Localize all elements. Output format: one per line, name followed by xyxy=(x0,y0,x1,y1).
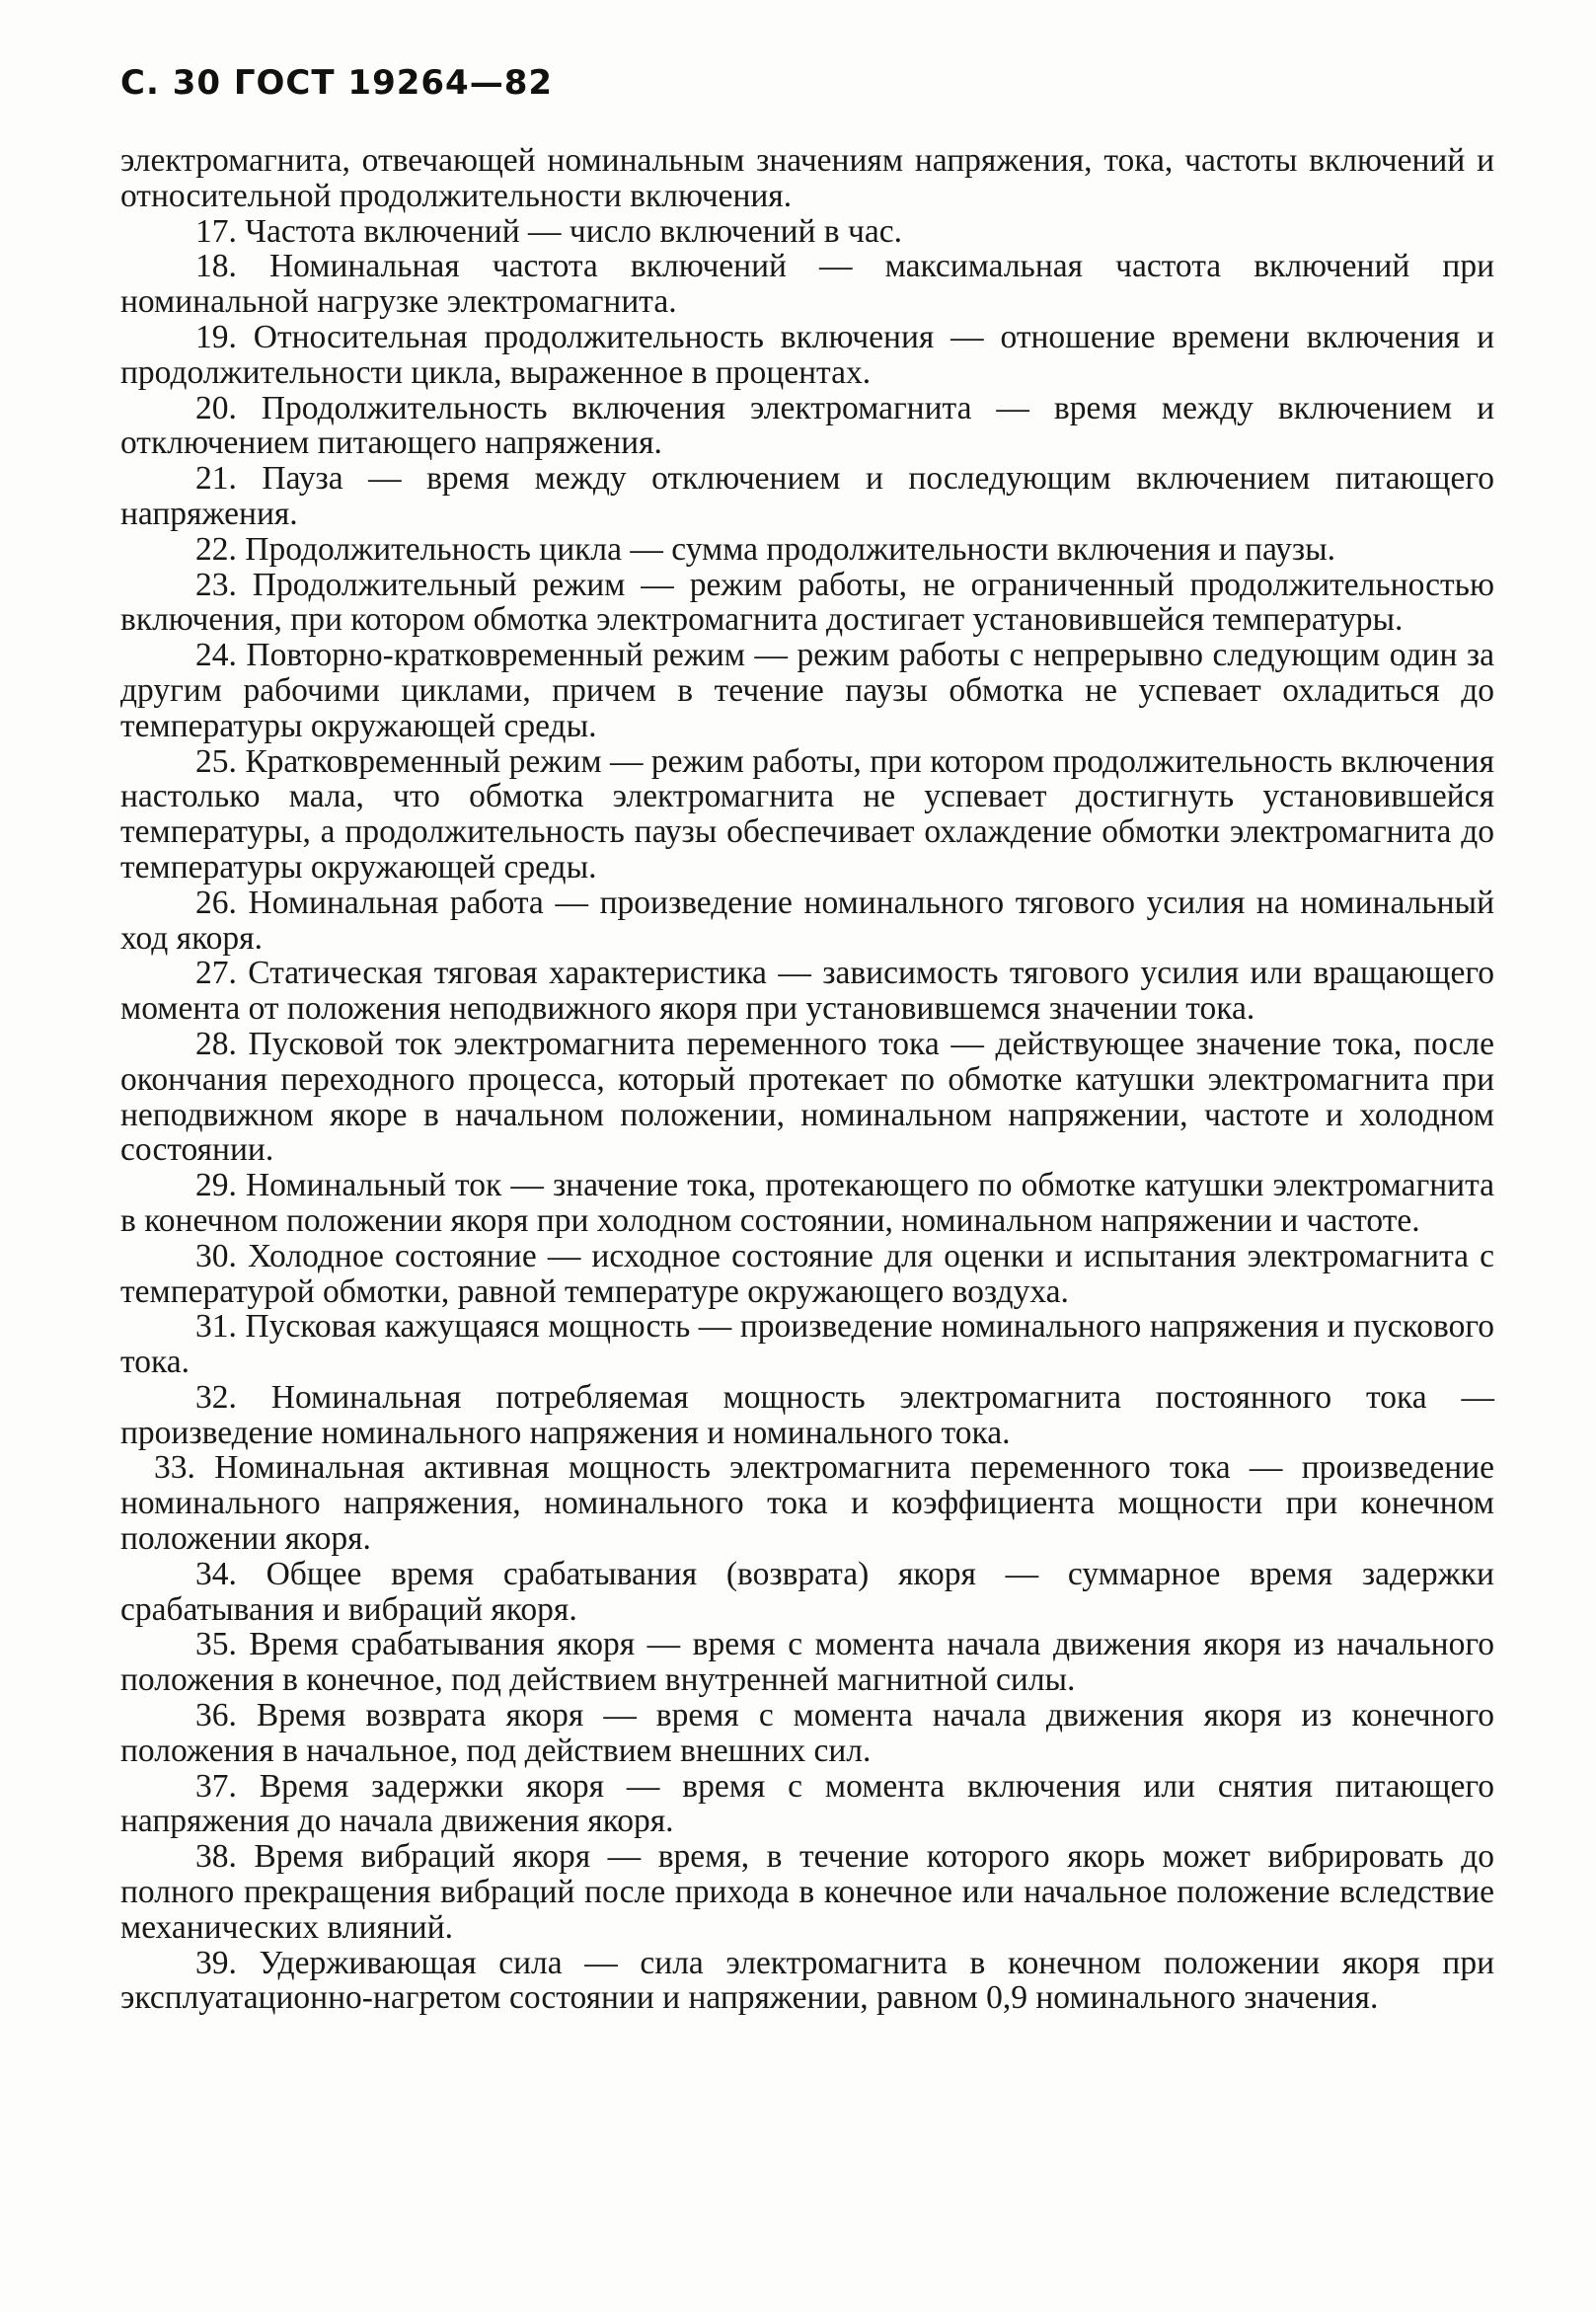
paragraph-31: 31. Пусковая кажущаяся мощность — произведение номинального напряжения и пускового тока. xyxy=(120,1308,1494,1381)
paragraph-38: 38. Время вибраций якоря — время, в течение которого якорь может вибрировать до полного прекращения вибраций после прихода в конечное или начальное положение вследствие механических влияний. xyxy=(120,1838,1494,1946)
paragraph-23: 23. Продолжительный режим — режим работы, не ограниченный продолжительностью включения, при котором обмотка электромагнита достигает установившейся температуры. xyxy=(120,566,1494,639)
paragraph-21: 21. Пауза — время между отключением и последующим включением питающего напряжения. xyxy=(120,460,1494,532)
paragraph-37: 37. Время задержки якоря — время с момента включения или снятия питающего напряжения до начала движения якоря. xyxy=(120,1767,1494,1840)
paragraph-29: 29. Номинальный ток — значение тока, протекающего по обмотке катушки электромагнита в конечном положении якоря при холодном состоянии, номинальном напряжении и частоте. xyxy=(120,1167,1494,1239)
document-body xyxy=(120,143,1494,2016)
paragraph-28: 28. Пусковой ток электромагнита переменного тока — действующее значение тока, после окончания переходного процесса, который протекает по обмотке катушки электромагнита при неподвижном якоре в начальном положении, номинальном напряжении, частоте и холодном состоянии. xyxy=(120,1025,1494,1169)
paragraph-36: 36. Время возврата якоря — время с момента начала движения якоря из конечного положения в начальное, под действием внешних сил. xyxy=(120,1697,1494,1769)
paragraph-continuation: электромагнита, отвечающей номинальным значениям напряжения, тока, частоты включений и относительной продолжительности включения. xyxy=(120,142,1494,214)
paragraph-17: 17. Частота включений — число включений в час. xyxy=(195,212,902,250)
paragraph-30: 30. Холодное состояние — исходное состояние для оценки и испытания электромагнита с температурой обмотки, равной температуре окружающего воздуха. xyxy=(120,1237,1494,1310)
paragraph-22: 22. Продолжительность цикла — сумма продолжительности включения и паузы. xyxy=(195,530,1336,568)
paragraph-24: 24. Повторно-кратковременный режим — режим работы с непрерывно следующим один за другим рабочими циклами, причем в течение паузы обмотка не успевает охладиться до температуры окружающей среды. xyxy=(120,637,1494,744)
paragraph-27: 27. Статическая тяговая характеристика — зависимость тягового усилия или вращающего момента от положения неподвижного якоря при установившемся значении тока. xyxy=(120,955,1494,1028)
paragraph-33: 33. Номинальная активная мощность электромагнита переменного тока — произведение номинального напряжения, номинального тока и коэффициента мощности при конечном положении якоря. xyxy=(120,1449,1494,1558)
paragraph-35: 35. Время срабатывания якоря — время с момента начала движения якоря из начального положения в конечное, под действием внутренней магнитной силы. xyxy=(120,1626,1494,1699)
paragraph-19: 19. Относительная продолжительность включения — отношение времени включения и продолжительности цикла, выраженное в процентах. xyxy=(120,318,1494,391)
paragraph-25: 25. Кратковременный режим — режим работы, при котором продолжительность включения настолько мала, что обмотка электромагнита не успевает достигнуть установившейся температуры, а продолжительность паузы обеспечивает охлаждение обмотки электромагнита до температуры окружающей среды. xyxy=(120,742,1494,886)
paragraph-32: 32. Номинальная потребляемая мощность электромагнита постоянного тока — произведение номинального напряжения и номинального тока. xyxy=(120,1378,1494,1451)
page-header: С. 30 ГОСТ 19264—82 xyxy=(120,63,554,103)
paragraph-18: 18. Номинальная частота включений — максимальная частота включений при номинальной нагрузке электромагнита. xyxy=(120,248,1494,321)
paragraph-26: 26. Номинальная работа — произведение номинального тягового усилия на номинальный ход якоря. xyxy=(120,884,1494,957)
paragraph-34: 34. Общее время срабатывания (возврата) якоря — суммарное время задержки срабатывания и вибраций якоря. xyxy=(120,1555,1494,1628)
paragraph-20: 20. Продолжительность включения электромагнита — время между включением и отключением питающего напряжения. xyxy=(120,389,1494,462)
paragraph-39: 39. Удерживающая сила — сила электромагнита в конечном положении якоря при эксплуатационно-нагретом состоянии и напряжении, равном 0,9 номинального значения. xyxy=(120,1944,1494,2017)
